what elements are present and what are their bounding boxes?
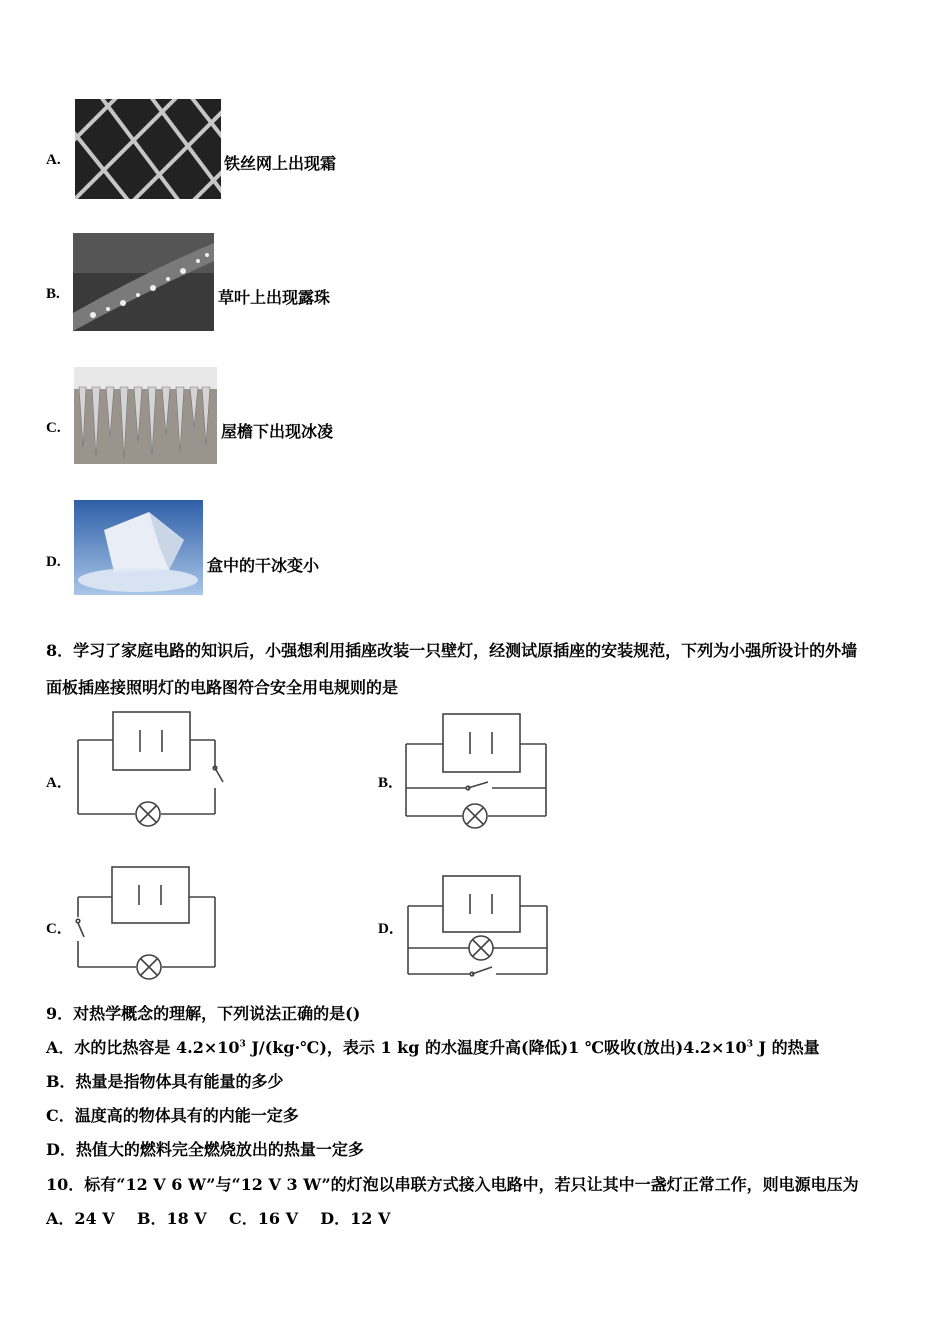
q8-option-b-letter: B． (378, 775, 404, 791)
option-letter: B. (46, 286, 60, 302)
q10-stem: 10．标有“12 V 6 W”与“12 V 3 W”的灯泡以串联方式接入电路中，若只让其中一盏灯正常工作，则电源电压为 (46, 1175, 859, 1194)
circuit-diagram-b (406, 712, 551, 832)
dew-on-grass-image (73, 233, 214, 331)
q9-stem: 9．对热学概念的理解，下列说法正确的是() (46, 1004, 361, 1023)
q8-stem-line2: 面板插座接照明灯的电路图符合安全用电规则的是 (46, 678, 399, 697)
circuit-diagram-c (74, 865, 224, 980)
q9-option-c: C．温度高的物体具有的内能一定多 (46, 1106, 299, 1125)
option-letter: D. (46, 554, 61, 570)
q9-a-text-3: J 的热量 (752, 1038, 820, 1057)
circuit-diagram-d (408, 874, 553, 979)
q9-option-b: B．热量是指物体具有能量的多少 (46, 1072, 284, 1091)
q9-option-a (46, 1035, 820, 1058)
option-letter: C. (46, 420, 61, 436)
circuit-diagram-a (78, 710, 228, 830)
q8-option-c-letter: C． (46, 921, 72, 937)
q9-a-sup-1: 3 (239, 1039, 246, 1050)
q8-option-a-letter: A． (46, 775, 72, 791)
q9-a-text-2: J/(kg·℃)，表示 1 kg 的水温度升高(降低)1 ℃吸收(放出)4.2×10 (245, 1038, 747, 1057)
q9-a-text-1: A．水的比热容是 4.2×10 (46, 1038, 240, 1057)
option-caption: 屋檐下出现冰凌 (221, 422, 334, 441)
q10-options: A．24 V B．18 V C．16 V D．12 V (46, 1209, 391, 1228)
dry-ice-image (74, 500, 203, 595)
q8-option-d-letter: D． (378, 921, 404, 937)
q9-option-d: D．热值大的燃料完全燃烧放出的热量一定多 (46, 1140, 364, 1159)
q8-stem-line1: 8．学习了家庭电路的知识后，小强想利用插座改装一只壁灯，经测试原插座的安装规范，下列为小强所设计的外墙 (46, 641, 858, 660)
frost-wire-mesh-image (75, 99, 221, 199)
option-caption: 盒中的干冰变小 (207, 556, 320, 575)
q9-a-sup-2: 3 (746, 1039, 753, 1050)
option-caption: 草叶上出现露珠 (218, 288, 331, 307)
option-caption: 铁丝网上出现霜 (224, 154, 337, 173)
icicles-image (74, 367, 217, 464)
option-letter: A. (46, 152, 61, 168)
